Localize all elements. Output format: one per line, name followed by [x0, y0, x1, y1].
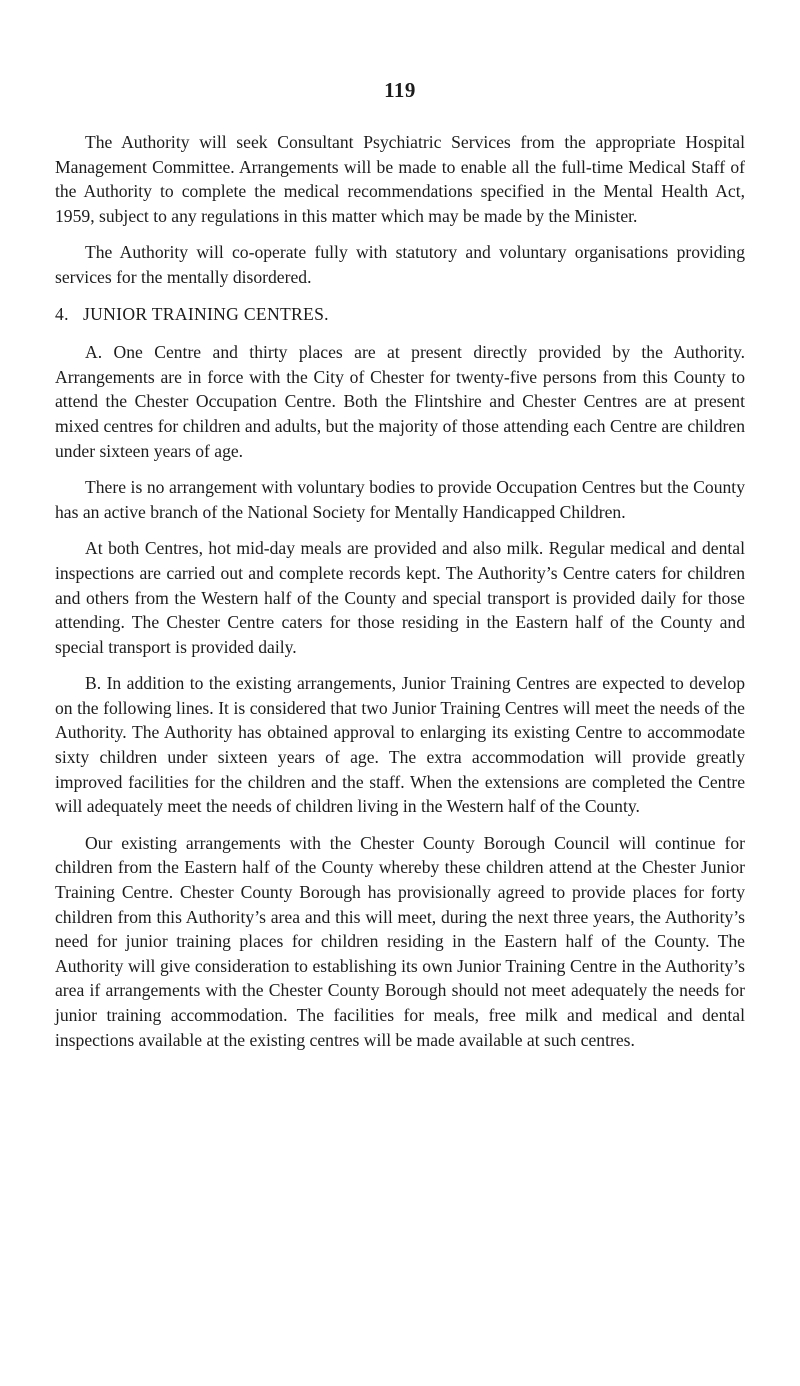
paragraph-voluntary-organisations: The Authority will co-operate fully with statutory and voluntary organisations providing services for the mentally disordered. [55, 242, 745, 287]
paragraph-meals-inspections: At both Centres, hot mid-day meals are provided and also milk. Regular medical and dental inspections are carried out and complete records kept. The Authority’s Centre caters for children and others from the Western half of the County and special transport is provided daily for those attending. The Chester Centre caters for those residing in the Eastern half of the County and special transport is provided daily. [55, 538, 745, 657]
page-number: 119 [384, 78, 416, 102]
paragraph-chester-arrangements: Our existing arrangements with the Chester County Borough Council will continue for children from the Eastern half of the County whereby these children attend at the Chester Junior Training Centre. Chester County Borough has provisionally agreed to provide places for forty children from this Authority’s area and this will meet, during the next three years, the Authority’s need for junior training places for children residing in the Eastern half of the County. The Authority will give consideration to establishing its own Junior Training Centre in the Authority’s area if arrangements with the Chester County Borough should not meet adequately the needs for junior training accommodation. The facilities for meals, free milk and medical and dental inspections available at the existing centres will be made available at such centres. [55, 832, 745, 1050]
section-title: JUNIOR TRAINING CENTRES. [83, 303, 329, 324]
section-number: 4. [55, 303, 69, 324]
paragraph-voluntary-bodies: There is no arrangement with voluntary bodies to provide Occupation Centres but the County has an active branch of the National Society for Mentally Handicapped Children. [55, 477, 745, 522]
section-heading [55, 302, 745, 327]
paragraph-section-b: B. In addition to the existing arrangements, Junior Training Centres are expected to develop on the following lines. It is considered that two Junior Training Centres will meet the needs of the Authority. The Authority has obtained approval to enlarging its existing Centre to accommodate sixty children under sixteen years of age. The extra accommodation will provide greatly improved facilities for the children and the staff. When the extensions are completed the Centre will adequately meet the needs of children living in the Western half of the County. [55, 673, 745, 817]
paragraph-consultant-services: The Authority will seek Consultant Psychiatric Services from the appropriate Hospital Management Committee. Arrangements will be made to enable all the full-time Medical Staff of the Authority to complete the medical recommendations specified in the Mental Health Act, 1959, subject to any regulations in this matter which may be made by the Minister. [55, 132, 745, 226]
paragraph-section-a: A. One Centre and thirty places are at present directly provided by the Authority. Arrangements are in force with the City of Chester for twenty-five persons from this County to attend the Chester Occupation Centre. Both the Flintshire and Chester Centres are at present mixed centres for children and adults, but the majority of those attending each Centre are children under sixteen years of age. [55, 342, 745, 461]
page-body [55, 130, 745, 1064]
